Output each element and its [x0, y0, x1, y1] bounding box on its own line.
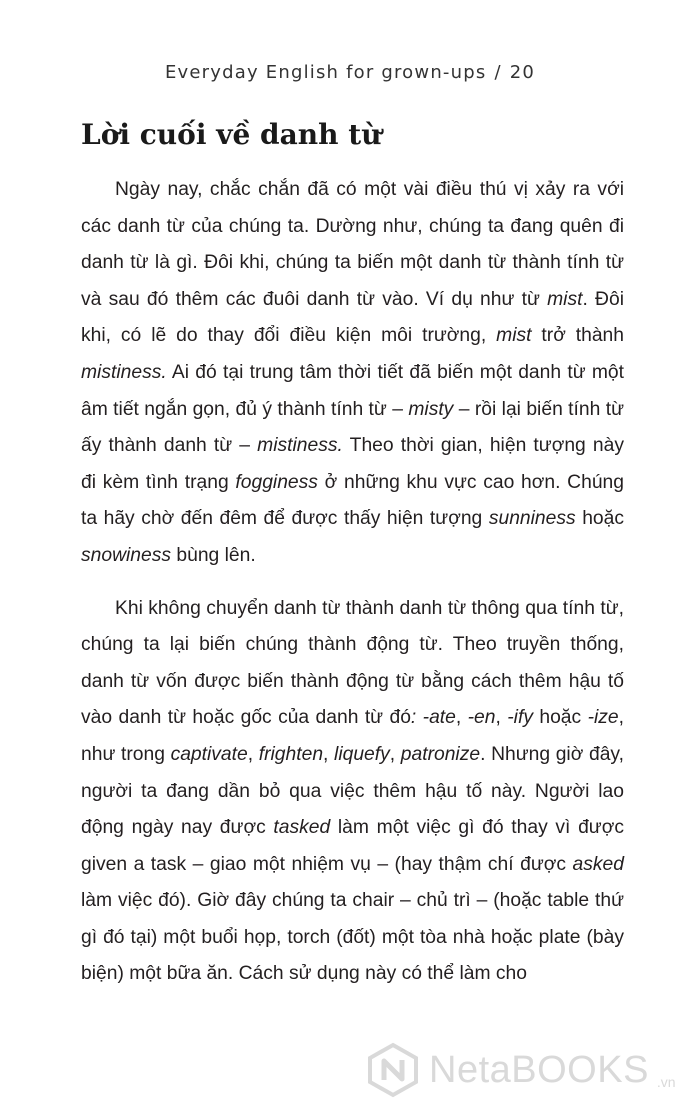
text-run: . Nhưng giờ đây, người ta đang dần bỏ qua việc thêm hậu tố này. Người lao động ngày nay được: [81, 743, 624, 839]
italic-term: -ify: [507, 707, 533, 729]
italic-term: -en: [467, 707, 496, 729]
text-run: Theo thời gian, hiện tượng này đi kèm tình trạng: [81, 435, 624, 493]
page-number: 20: [509, 62, 536, 83]
italic-term: patronize: [400, 743, 481, 765]
text-run: ,: [495, 707, 508, 729]
text-run: Ngày nay, chắc chắn đã có một vài điều thú vị xảy ra với các danh từ của chúng ta. Dường như, chúng ta đang quên đi danh từ là gì. Đôi khi, chúng ta biến một danh từ thành tính từ và sau đó thêm các đuôi danh từ vào. Ví dụ như từ: [81, 179, 624, 310]
running-header: [0, 62, 700, 83]
text-run: hoặc: [575, 508, 625, 530]
italic-term: mistiness.: [257, 435, 343, 457]
netabooks-logo-icon: [365, 1042, 421, 1098]
italic-term: asked: [572, 853, 624, 875]
text-run: làm việc đó). Giờ đây chúng ta chair – chủ trì – (hoặc table thứ gì đó tại) một buổi họp, torch (đốt) một tòa nhà hoặc plate (bày biện) một bữa ăn. Cách sử dụng này có thể làm cho: [81, 890, 624, 985]
text-run: bùng lên.: [171, 544, 256, 566]
text-run: ,: [323, 743, 335, 765]
italic-term: liquefy: [334, 743, 390, 765]
text-run: Khi không chuyển danh từ thành danh từ thông qua tính từ, chúng ta lại biến chúng thành động từ. Theo truyền thống, danh từ vốn được biến thành động từ bằng cách thêm hậu tố vào danh từ hoặc gốc của danh từ đó: [81, 597, 624, 729]
text-run: ,: [389, 743, 401, 765]
italic-term: mistiness.: [81, 361, 167, 383]
book-title: Everyday English for grown-ups: [164, 62, 487, 83]
italic-term: misty: [408, 398, 454, 420]
text-run: làm một việc gì đó thay vì được given a task – giao một nhiệm vụ – (hay thậm chí được: [81, 817, 624, 875]
section-title: Lời cuối về danh từ: [81, 118, 382, 151]
watermark-domain: .vn: [656, 1074, 676, 1090]
text-run: ,: [247, 743, 259, 765]
body-text: [81, 172, 624, 993]
italic-term: mist: [496, 325, 532, 347]
italic-term: fogginess: [235, 471, 318, 493]
italic-term: tasked: [273, 817, 331, 839]
text-run: hoặc: [532, 707, 588, 729]
italic-term: mist: [547, 288, 583, 310]
text-run: . Đôi khi, có lẽ do thay đổi điều kiện môi trường,: [81, 288, 624, 347]
text-run: trở thành: [531, 325, 624, 347]
text-run: Ai đó tại trung tâm thời tiết đã biến một danh từ một âm tiết ngắn gọn, đủ ý thành tính từ –: [81, 361, 624, 420]
text-run: ở những khu vực cao hơn. Chúng ta hãy chờ đến đêm để được thấy hiện tượng: [81, 471, 624, 530]
italic-term: captivate: [170, 743, 248, 765]
text-run: – rồi lại biến tính từ ấy thành danh từ –: [81, 398, 625, 457]
italic-term: sunniness: [488, 508, 576, 530]
italic-term: : -ate: [410, 707, 456, 729]
watermark: [365, 1042, 676, 1098]
italic-term: snowiness: [81, 544, 172, 566]
text-run: , như trong: [81, 707, 624, 765]
paragraph: [81, 591, 624, 994]
italic-term: -ize: [587, 707, 619, 729]
watermark-brand: NetaBOOKS: [429, 1048, 649, 1091]
italic-term: frighten: [258, 743, 324, 765]
text-run: ,: [455, 707, 468, 729]
header-separator: /: [494, 62, 502, 83]
paragraph: [81, 172, 624, 575]
